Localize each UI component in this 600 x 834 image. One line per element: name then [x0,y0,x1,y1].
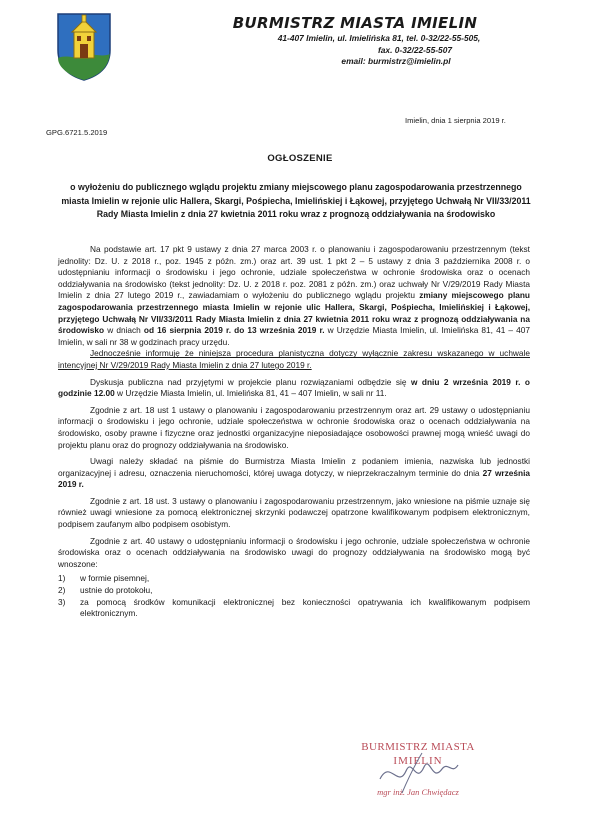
paragraph-legal-basis [58,244,530,348]
paragraph-art-18: Zgodnie z art. 18 ust 1 ustawy o planowaniu i zagospodarowaniu przestrzennym oraz art. 29 ustawy o udostępnianiu informacji o środowisku i jego ochronie, udziale społeczeństwa w ochronie środowiska oraz o ocenach oddziaływania na środowisko, osoby prawne i fizyczne oraz jednostki organizacyjne nieposiadające osobowości prawnej mogą wnieść uwagi do projektu planu oraz do prognozy oddziaływania na środowisko. [58,404,530,450]
paragraph-submission [58,456,530,491]
paragraph-discussion [58,377,530,400]
notice-title: OGŁOSZENIE [267,153,333,164]
stamp-title: BURMISTRZ MIASTA [361,741,475,753]
bold-dates: od 16 sierpnia 2019 r. do 13 września 2019 r. [143,325,325,336]
list-item [58,585,530,597]
text: Dyskusja publiczna nad przyjętymi w projekcie planu rozwiązaniami odbędzie się [90,376,411,387]
list-item [58,597,530,620]
paragraph-scope [58,348,530,371]
case-sign-number: GPG.6721.5.2019 [46,128,108,137]
place-date: Imielin, dnia 1 sierpnia 2019 r. [405,116,506,125]
letterhead [160,14,520,68]
text: w Urzędzie Miasta Imielin, ul. Imielińska 81, 41 – 407 Imielin, w sali nr 11. [114,388,387,399]
underlined-text: Jednocześnie informuję że niniejsza procedura planistyczna dotyczy wyłącznie zakresu wskazanego w uchwale intencyjnej Nr V/29/2019 Rady Miasta Imielin z dnia 27 lutego 2019 r. [58,348,530,370]
handwritten-signature-icon [372,749,462,797]
list-item [58,573,530,585]
list-number: 1) [58,573,66,584]
signature-stamp [318,741,518,797]
bold-deadline: 27 września 2019 r. [58,467,530,490]
bold-text: zmiany miejscowego planu zagospodarowania przestrzennego miasta Imielin w rejonie ulic Hallera, Skargi, Pośpiecha, Imielińskiej i Łąkowej, przyjętego Uchwałą Nr VII/33/2011 Rady Miasta Imielin z dnia 27 kwietnia 2011 roku wraz z prognozą oddziaływania na środowisko [58,290,530,336]
list-text: w formie pisemnej, [80,573,150,584]
notice-subject: o wyłożeniu do publicznego wglądu projektu zmiany miejscowego planu zagospodarowania przestrzennego miasta Imielin w rejonie ulic Hallera, Skargi, Pośpiecha, Imielińskiej i Łąkowej, przyjętego Uchwałą Nr VII/33/2011 Rady Miasta Imielin z dnia 27 kwietnia 2011 roku wraz z prognozą oddziaływania na środowisko [61,182,531,219]
list-number: 3) [58,596,66,607]
submission-methods-list [58,573,530,619]
text: Uwagi należy składać na piśmie do Burmistrza Miasta Imielin z podaniem imienia, nazwiska lub jednostki organizacyjnej i adresu, oznaczenia nieruchomości, której uwaga dotyczy, w nieprzekraczalnym terminie do dnia [58,456,530,478]
text: w dniach [104,325,144,336]
paragraph-electronic: Zgodnie z art. 18 ust. 3 ustawy o planowaniu i zagospodarowaniu przestrzennym, jako wniesione na piśmie uznaje się również uwagi wniesione za pomocą elektronicznej skrzynki podawczej opatrzone kwalifikowanym podpisem elektronicznym, podpisem zaufanym albo podpisem osobistym. [58,495,530,530]
imielin-coat-of-arms-icon [54,10,114,82]
fax-line: fax. 0-32/22-55-507 [377,44,453,55]
list-text: za pomocą środków komunikacji elektronicznej bez konieczności opatrywania ich kwalifikowanym podpisem elektronicznym. [80,596,530,619]
bold-date: w dniu 2 września 2019 r. o godzinie 12.00 [58,376,530,399]
notice-body [58,244,530,620]
email-line: email: burmistrz@imielin.pl [341,56,451,66]
text: Na podstawie art. 17 pkt 9 ustawy z dnia 27 marca 2003 r. o planowaniu i zagospodarowaniu przestrzennym (tekst jednolity: Dz. U. z 2018 r., poz. 1945 z późn. zm.) oraz art. 39 ust. 1 pkt 2 – 5 ustawy z dnia 3 października 2008 r. o udostępnianiu informacji o środowisku i jego ochronie, udziale społeczeństwa w ochronie środowiska oraz o ocenach oddziaływania na środowisko (tekst jednolity: Dz. U. z 2018 r. poz. 2081 z późn. zm.) oraz uchwały Nr V/29/2019 Rady Miasta Imielin z dnia 27 lutego 2019 r., zawiadamiam o wyłożeniu do publicznego wglądu projektu [58,244,530,301]
list-number: 2) [58,585,66,596]
text: w Urzędzie Miasta Imielin, ul. Imielińska 81, 41 – 407 Imielin, w sali nr 38 w godzinach pracy urzędu. [58,325,530,347]
signer-name: mgr inż. Jan Chwiędacz [377,787,459,797]
address-line: 41-407 Imielin, ul. Imielińska 81, tel. 0-32/22-55-505, [277,33,481,43]
stamp-city: IMIELIN [393,755,443,767]
org-name: BURMISTRZ MIASTA IMIELIN [232,14,478,32]
list-text: ustnie do protokołu, [80,585,153,596]
paragraph-art-40: Zgodnie z art. 40 ustawy o udostępnianiu informacji o środowisku i jego ochronie, udziale społeczeństwa w ochronie środowiska oraz o ocenach oddziaływania na środowisko uwagi do prognozy oddziaływania na środowisko mogą być wnoszone: [58,535,530,569]
